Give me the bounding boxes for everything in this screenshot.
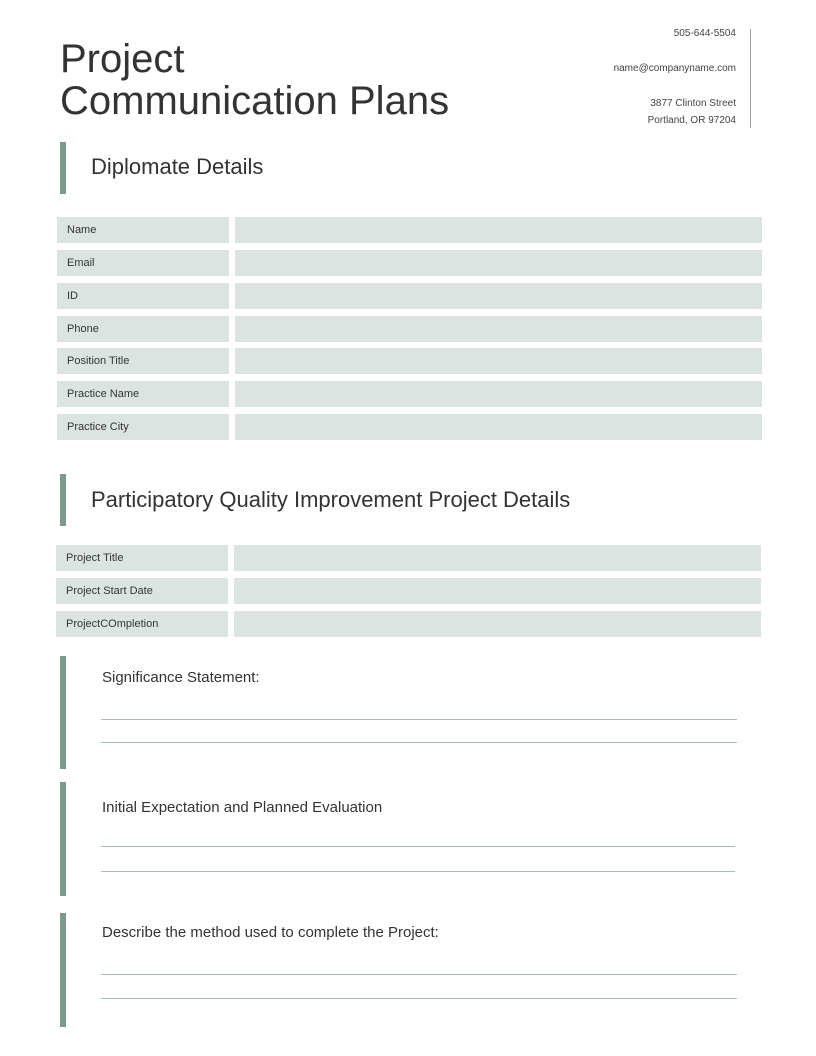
field-label-practice-name: Practice Name [57, 381, 229, 407]
field-label-id: ID [57, 283, 229, 309]
field-input-practice-name[interactable] [235, 381, 762, 407]
method-write-line-1[interactable] [101, 974, 737, 975]
field-label-practice-city: Practice City [57, 414, 229, 440]
field-label-email: Email [57, 250, 229, 276]
field-input-id[interactable] [235, 283, 762, 309]
field-input-project-completion[interactable] [234, 611, 761, 637]
field-input-project-start-date[interactable] [234, 578, 761, 604]
project-row-start-date [56, 578, 761, 604]
field-label-project-title: Project Title [56, 545, 228, 571]
expectation-label: Initial Expectation and Planned Evaluation [102, 799, 383, 816]
diplomate-row-name [57, 217, 762, 243]
page-title-line-1: Project [60, 37, 185, 81]
field-input-practice-city[interactable] [235, 414, 762, 440]
method-accent-bar [60, 913, 66, 1027]
significance-label: Significance Statement: [102, 669, 260, 686]
contact-email: name@companyname.com [613, 63, 736, 74]
field-label-phone: Phone [57, 316, 229, 342]
project-row-completion [56, 611, 761, 637]
diplomate-section-title: Diplomate Details [91, 154, 264, 179]
field-label-name: Name [57, 217, 229, 243]
project-row-title [56, 545, 761, 571]
page-title [60, 38, 449, 122]
contact-address-line-1: 3877 Clinton Street [650, 98, 736, 109]
contact-address-line-2: Portland, OR 97204 [647, 115, 736, 126]
project-section-accent-bar [60, 474, 66, 526]
field-input-position-title[interactable] [235, 348, 762, 374]
significance-write-line-1[interactable] [101, 719, 737, 720]
field-input-project-title[interactable] [234, 545, 761, 571]
diplomate-row-phone [57, 316, 762, 342]
field-input-phone[interactable] [235, 316, 762, 342]
diplomate-section-accent-bar [60, 142, 66, 194]
expectation-write-line-1[interactable] [101, 846, 735, 847]
diplomate-row-position-title [57, 348, 762, 374]
field-input-email[interactable] [235, 250, 762, 276]
contact-phone: 505-644-5504 [673, 28, 736, 39]
field-label-project-completion: ProjectCOmpletion [56, 611, 228, 637]
expectation-accent-bar [60, 782, 66, 896]
field-input-name[interactable] [235, 217, 762, 243]
field-label-project-start-date: Project Start Date [56, 578, 228, 604]
diplomate-row-email [57, 250, 762, 276]
significance-write-line-2[interactable] [101, 742, 737, 743]
field-label-position-title: Position Title [57, 348, 229, 374]
method-write-line-2[interactable] [101, 998, 737, 999]
diplomate-row-practice-city [57, 414, 762, 440]
page-title-line-2: Communication Plans [60, 79, 450, 123]
contact-divider [750, 29, 751, 128]
contact-block [516, 26, 736, 128]
significance-accent-bar [60, 656, 66, 769]
diplomate-row-id [57, 283, 762, 309]
diplomate-row-practice-name [57, 381, 762, 407]
expectation-write-line-2[interactable] [101, 871, 735, 872]
project-section-title: Participatory Quality Improvement Project Details [91, 487, 571, 512]
method-label: Describe the method used to complete the Project: [102, 924, 439, 941]
